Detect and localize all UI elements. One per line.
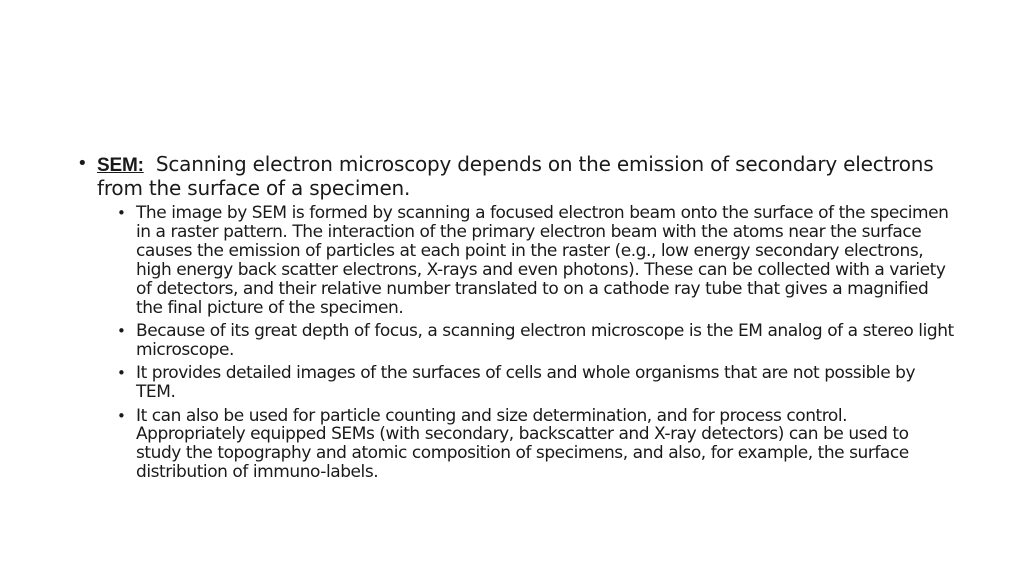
sub-bullet-list	[77, 204, 957, 482]
slide-content	[77, 153, 957, 487]
sub-bullet-item	[117, 407, 957, 483]
bullet-dot: •	[117, 321, 126, 340]
sub-bullet-text: The image by SEM is formed by scanning a focused electron beam onto the surface of the specimen in a raster pattern. The interaction of the primary electron beam with the atoms near the surface causes the emission of particles at each point in the raster (e.g., low energy secondary electrons, high energy back scatter electrons, X-rays and even photons). These can be collected with a variety of detectors, and their relative number translated to on a cathode ray tube that gives a magnified the final picture of the specimen.	[136, 203, 949, 318]
main-bullet	[77, 153, 957, 199]
bullet-dot: •	[77, 153, 88, 174]
sem-heading: SEM:	[97, 155, 144, 176]
sub-bullet-item	[117, 322, 957, 360]
bullet-dot: •	[117, 204, 126, 222]
bullet-dot: •	[117, 364, 126, 383]
sub-bullet-item	[117, 364, 957, 402]
main-bullet-text: Scanning electron microscopy depends on the emission of secondary electrons from the surface of a specimen.	[97, 152, 934, 200]
sub-bullet-text: It can also be used for particle counting and size determination, and for process control. Appropriately equipped SEMs (with secondary, backscatter and X-ray detectors) can be used to study the topography and atomic composition of specimens, and also, for example, the surface distribution of immuno-labels.	[136, 405, 909, 483]
sub-bullet-text: Because of its great depth of focus, a scanning electron microscope is the EM analog of a stereo light microscope.	[136, 320, 954, 360]
sub-bullet-text: It provides detailed images of the surfaces of cells and whole organisms that are not possible by TEM.	[136, 363, 916, 403]
sub-bullet-item	[117, 204, 957, 317]
bullet-dot: •	[117, 406, 126, 425]
